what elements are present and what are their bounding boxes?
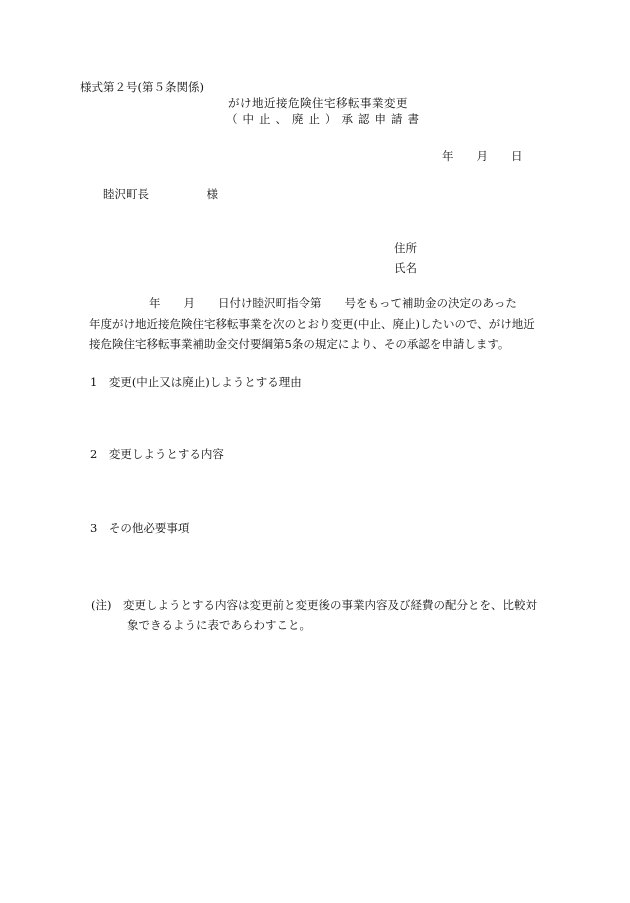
- item-2-content: 2 変更しようとする内容: [90, 447, 224, 461]
- body-line-1: 年 月 日付け睦沢町指令第 号をもって補助金の決定のあった: [149, 296, 517, 310]
- name-label: 氏名: [394, 261, 417, 275]
- document-title-line1: がけ地近接危険住宅移転事業変更: [228, 96, 408, 110]
- address-label: 住所: [394, 241, 417, 255]
- addressee: 睦沢町長 様: [103, 187, 218, 201]
- note-line-1: (注) 変更しようとする内容は変更前と変更後の事業内容及び経費の配分とを、比較対: [91, 598, 537, 612]
- note-line-2: 象できるように表であらわすこと。: [127, 618, 311, 632]
- body-line-3: 接危険住宅移転事業補助金交付要綱第5条の規定により、その承認を申請します。: [89, 337, 510, 351]
- date-line: 年 月 日: [442, 149, 523, 163]
- document-title-line2: （中止、廃止）承認申請書: [226, 112, 424, 126]
- item-3-other: 3 その他必要事項: [90, 521, 190, 535]
- body-line-2: 年度がけ地近接危険住宅移転事業を次のとおり変更(中止、廃止)したいので、がけ地近: [89, 317, 535, 331]
- item-1-reason: 1 変更(中止又は廃止)しようとする理由: [90, 375, 302, 389]
- form-number: 様式第２号(第５条関係): [80, 80, 204, 94]
